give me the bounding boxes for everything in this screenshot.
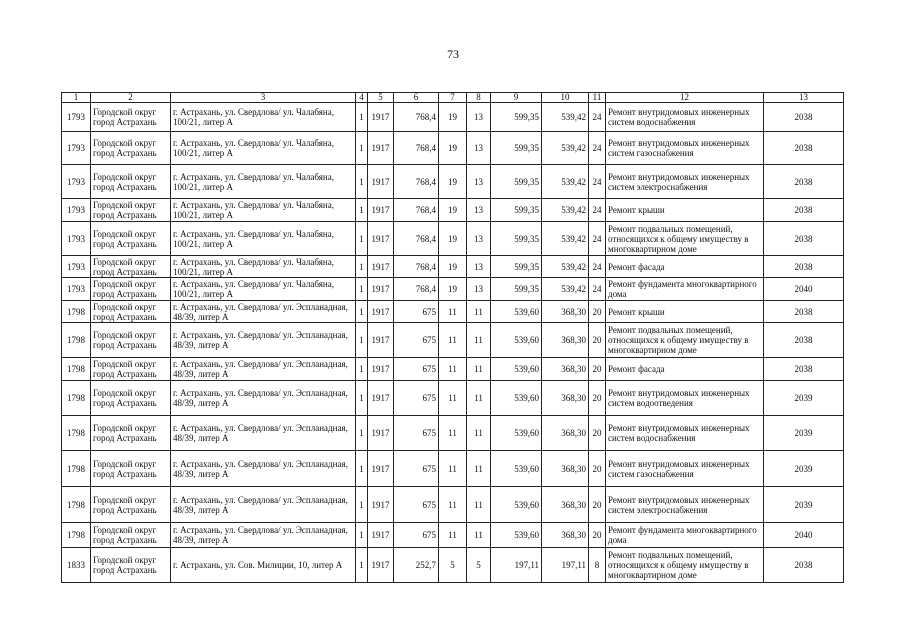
cell-address: г. Астрахань, ул. Свердлова/ ул. Эспланадная, 48/39, литер А bbox=[171, 487, 356, 523]
cell-work-type: Ремонт подвальных помещений, относящихся к общему имуществу в многоквартирном доме bbox=[606, 548, 764, 583]
cell-municipality: Городской округ город Астрахань bbox=[91, 451, 171, 487]
cell-col-7: 19 bbox=[439, 165, 467, 199]
cell-col-11: 24 bbox=[589, 222, 606, 256]
cell-year: 1917 bbox=[368, 256, 394, 278]
cell-municipality: Городской округ город Астрахань bbox=[91, 199, 171, 222]
cell-col-11: 24 bbox=[589, 165, 606, 199]
cell-municipality: Городской округ город Астрахань bbox=[91, 165, 171, 199]
cell-area: 768,4 bbox=[394, 278, 439, 301]
cell-record-number: 1793 bbox=[62, 165, 91, 199]
cell-col-9: 539,60 bbox=[491, 487, 542, 523]
cell-municipality: Городской округ город Астрахань bbox=[91, 416, 171, 451]
cell-col-11: 20 bbox=[589, 523, 606, 548]
cell-work-type: Ремонт фундамента многоквартирного дома bbox=[606, 523, 764, 548]
cell-col-9: 599,35 bbox=[491, 103, 542, 132]
table-row bbox=[62, 523, 844, 548]
cell-municipality: Городской округ город Астрахань bbox=[91, 132, 171, 165]
cell-work-type: Ремонт внутридомовых инженерных систем водоснабжения bbox=[606, 416, 764, 451]
cell-year: 1917 bbox=[368, 487, 394, 523]
cell-col-8: 11 bbox=[467, 381, 491, 416]
cell-area: 768,4 bbox=[394, 199, 439, 222]
cell-col-4: 1 bbox=[356, 103, 368, 132]
cell-year: 1917 bbox=[368, 278, 394, 301]
cell-col-4: 1 bbox=[356, 278, 368, 301]
cell-col-8: 13 bbox=[467, 132, 491, 165]
table-row bbox=[62, 256, 844, 278]
cell-work-type: Ремонт фасада bbox=[606, 358, 764, 381]
table-row bbox=[62, 103, 844, 132]
cell-address: г. Астрахань, ул. Свердлова/ ул. Чалабяна, 100/21, литер А bbox=[171, 222, 356, 256]
cell-col-11: 8 bbox=[589, 548, 606, 583]
cell-plan-year: 2039 bbox=[764, 416, 844, 451]
cell-address: г. Астрахань, ул. Свердлова/ ул. Эспланадная, 48/39, литер А bbox=[171, 381, 356, 416]
cell-col-8: 11 bbox=[467, 487, 491, 523]
column-number-row bbox=[62, 93, 844, 103]
cell-municipality: Городской округ город Астрахань bbox=[91, 301, 171, 323]
cell-plan-year: 2038 bbox=[764, 256, 844, 278]
cell-work-type: Ремонт внутридомовых инженерных систем электроснабжения bbox=[606, 487, 764, 523]
cell-address: г. Астрахань, ул. Свердлова/ ул. Чалабяна, 100/21, литер А bbox=[171, 165, 356, 199]
cell-col-11: 20 bbox=[589, 381, 606, 416]
cell-col-4: 1 bbox=[356, 323, 368, 358]
cell-col-9: 599,35 bbox=[491, 278, 542, 301]
page-number: 73 bbox=[447, 47, 459, 61]
cell-col-10: 368,30 bbox=[542, 358, 589, 381]
cell-col-9: 539,60 bbox=[491, 381, 542, 416]
cell-col-8: 13 bbox=[467, 103, 491, 132]
cell-col-8: 13 bbox=[467, 278, 491, 301]
cell-col-9: 599,35 bbox=[491, 199, 542, 222]
cell-year: 1917 bbox=[368, 358, 394, 381]
cell-address: г. Астрахань, ул. Свердлова/ ул. Чалабяна, 100/21, литер А bbox=[171, 278, 356, 301]
cell-work-type: Ремонт фасада bbox=[606, 256, 764, 278]
cell-year: 1917 bbox=[368, 103, 394, 132]
cell-col-4: 1 bbox=[356, 358, 368, 381]
cell-col-11: 24 bbox=[589, 278, 606, 301]
cell-year: 1917 bbox=[368, 222, 394, 256]
cell-col-8: 11 bbox=[467, 323, 491, 358]
cell-area: 675 bbox=[394, 381, 439, 416]
cell-col-7: 11 bbox=[439, 451, 467, 487]
cell-address: г. Астрахань, ул. Свердлова/ ул. Чалабяна, 100/21, литер А bbox=[171, 103, 356, 132]
cell-col-4: 1 bbox=[356, 199, 368, 222]
cell-col-7: 11 bbox=[439, 323, 467, 358]
column-header: 13 bbox=[764, 93, 844, 103]
cell-address: г. Астрахань, ул. Свердлова/ ул. Чалабяна, 100/21, литер А bbox=[171, 199, 356, 222]
table-row bbox=[62, 199, 844, 222]
cell-work-type: Ремонт внутридомовых инженерных систем газоснабжения bbox=[606, 132, 764, 165]
cell-plan-year: 2038 bbox=[764, 548, 844, 583]
cell-record-number: 1793 bbox=[62, 278, 91, 301]
cell-plan-year: 2040 bbox=[764, 278, 844, 301]
column-header: 12 bbox=[606, 93, 764, 103]
cell-col-4: 1 bbox=[356, 165, 368, 199]
cell-col-7: 11 bbox=[439, 381, 467, 416]
cell-municipality: Городской округ город Астрахань bbox=[91, 278, 171, 301]
cell-col-8: 11 bbox=[467, 358, 491, 381]
cell-year: 1917 bbox=[368, 132, 394, 165]
column-header: 8 bbox=[467, 93, 491, 103]
cell-col-4: 1 bbox=[356, 222, 368, 256]
table-row bbox=[62, 548, 844, 583]
column-header: 11 bbox=[589, 93, 606, 103]
cell-area: 675 bbox=[394, 416, 439, 451]
cell-municipality: Городской округ город Астрахань bbox=[91, 103, 171, 132]
cell-col-8: 11 bbox=[467, 523, 491, 548]
cell-col-4: 1 bbox=[356, 548, 368, 583]
cell-plan-year: 2040 bbox=[764, 523, 844, 548]
cell-record-number: 1798 bbox=[62, 523, 91, 548]
cell-col-11: 24 bbox=[589, 103, 606, 132]
cell-year: 1917 bbox=[368, 199, 394, 222]
cell-area: 768,4 bbox=[394, 132, 439, 165]
cell-area: 768,4 bbox=[394, 165, 439, 199]
cell-year: 1917 bbox=[368, 301, 394, 323]
cell-plan-year: 2038 bbox=[764, 132, 844, 165]
cell-year: 1917 bbox=[368, 548, 394, 583]
column-header: 5 bbox=[368, 93, 394, 103]
cell-col-10: 368,30 bbox=[542, 416, 589, 451]
cell-col-10: 368,30 bbox=[542, 301, 589, 323]
cell-plan-year: 2038 bbox=[764, 165, 844, 199]
cell-col-10: 368,30 bbox=[542, 451, 589, 487]
cell-col-4: 1 bbox=[356, 256, 368, 278]
cell-col-8: 13 bbox=[467, 222, 491, 256]
cell-col-9: 599,35 bbox=[491, 165, 542, 199]
cell-col-11: 20 bbox=[589, 451, 606, 487]
cell-col-8: 11 bbox=[467, 451, 491, 487]
cell-col-10: 539,42 bbox=[542, 165, 589, 199]
cell-year: 1917 bbox=[368, 165, 394, 199]
cell-address: г. Астрахань, ул. Свердлова/ ул. Эспланадная, 48/39, литер А bbox=[171, 358, 356, 381]
cell-address: г. Астрахань, ул. Свердлова/ ул. Чалабяна, 100/21, литер А bbox=[171, 256, 356, 278]
cell-address: г. Астрахань, ул. Свердлова/ ул. Эспланадная, 48/39, литер А bbox=[171, 301, 356, 323]
table-row bbox=[62, 132, 844, 165]
cell-col-7: 11 bbox=[439, 301, 467, 323]
cell-address: г. Астрахань, ул. Свердлова/ ул. Эспланадная, 48/39, литер А bbox=[171, 451, 356, 487]
cell-col-10: 539,42 bbox=[542, 199, 589, 222]
cell-col-10: 368,30 bbox=[542, 323, 589, 358]
table-row bbox=[62, 416, 844, 451]
cell-year: 1917 bbox=[368, 381, 394, 416]
cell-col-11: 24 bbox=[589, 132, 606, 165]
cell-plan-year: 2038 bbox=[764, 103, 844, 132]
cell-col-9: 599,35 bbox=[491, 222, 542, 256]
cell-col-9: 599,35 bbox=[491, 256, 542, 278]
cell-col-9: 539,60 bbox=[491, 358, 542, 381]
cell-col-9: 539,60 bbox=[491, 416, 542, 451]
cell-col-7: 19 bbox=[439, 103, 467, 132]
table-row bbox=[62, 278, 844, 301]
column-header: 7 bbox=[439, 93, 467, 103]
cell-record-number: 1793 bbox=[62, 256, 91, 278]
cell-plan-year: 2038 bbox=[764, 222, 844, 256]
cell-col-7: 11 bbox=[439, 416, 467, 451]
cell-col-11: 20 bbox=[589, 358, 606, 381]
cell-col-7: 19 bbox=[439, 222, 467, 256]
cell-col-7: 19 bbox=[439, 256, 467, 278]
cell-record-number: 1798 bbox=[62, 451, 91, 487]
cell-plan-year: 2039 bbox=[764, 381, 844, 416]
cell-area: 675 bbox=[394, 523, 439, 548]
cell-col-7: 5 bbox=[439, 548, 467, 583]
cell-year: 1917 bbox=[368, 451, 394, 487]
cell-record-number: 1798 bbox=[62, 323, 91, 358]
cell-col-8: 13 bbox=[467, 165, 491, 199]
cell-municipality: Городской округ город Астрахань bbox=[91, 256, 171, 278]
column-header: 1 bbox=[62, 93, 91, 103]
cell-col-10: 368,30 bbox=[542, 487, 589, 523]
cell-col-10: 539,42 bbox=[542, 222, 589, 256]
cell-work-type: Ремонт крыши bbox=[606, 199, 764, 222]
cell-col-7: 11 bbox=[439, 523, 467, 548]
cell-plan-year: 2039 bbox=[764, 487, 844, 523]
cell-col-10: 539,42 bbox=[542, 132, 589, 165]
cell-col-8: 13 bbox=[467, 199, 491, 222]
cell-record-number: 1793 bbox=[62, 222, 91, 256]
cell-work-type: Ремонт фундамента многоквартирного дома bbox=[606, 278, 764, 301]
cell-municipality: Городской округ город Астрахань bbox=[91, 381, 171, 416]
table-row bbox=[62, 487, 844, 523]
cell-record-number: 1798 bbox=[62, 487, 91, 523]
cell-col-7: 19 bbox=[439, 132, 467, 165]
cell-work-type: Ремонт внутридомовых инженерных систем электроснабжения bbox=[606, 165, 764, 199]
column-header: 2 bbox=[91, 93, 171, 103]
cell-col-10: 539,42 bbox=[542, 278, 589, 301]
cell-area: 768,4 bbox=[394, 256, 439, 278]
cell-work-type: Ремонт внутридомовых инженерных систем водоотведения bbox=[606, 381, 764, 416]
cell-col-8: 13 bbox=[467, 256, 491, 278]
cell-address: г. Астрахань, ул. Сов. Милиции, 10, литер А bbox=[171, 548, 356, 583]
cell-record-number: 1798 bbox=[62, 301, 91, 323]
cell-address: г. Астрахань, ул. Свердлова/ ул. Эспланадная, 48/39, литер А bbox=[171, 416, 356, 451]
table-row bbox=[62, 301, 844, 323]
column-header: 10 bbox=[542, 93, 589, 103]
cell-area: 768,4 bbox=[394, 103, 439, 132]
cell-area: 252,7 bbox=[394, 548, 439, 583]
cell-year: 1917 bbox=[368, 416, 394, 451]
cell-address: г. Астрахань, ул. Свердлова/ ул. Эспланадная, 48/39, литер А bbox=[171, 523, 356, 548]
cell-plan-year: 2038 bbox=[764, 358, 844, 381]
cell-plan-year: 2038 bbox=[764, 301, 844, 323]
cell-year: 1917 bbox=[368, 523, 394, 548]
table-row bbox=[62, 323, 844, 358]
cell-col-9: 197,11 bbox=[491, 548, 542, 583]
cell-col-11: 20 bbox=[589, 301, 606, 323]
table-row bbox=[62, 165, 844, 199]
cell-address: г. Астрахань, ул. Свердлова/ ул. Эспланадная, 48/39, литер А bbox=[171, 323, 356, 358]
cell-address: г. Астрахань, ул. Свердлова/ ул. Чалабяна, 100/21, литер А bbox=[171, 132, 356, 165]
cell-record-number: 1793 bbox=[62, 199, 91, 222]
cell-year: 1917 bbox=[368, 323, 394, 358]
cell-col-11: 20 bbox=[589, 416, 606, 451]
cell-col-10: 197,11 bbox=[542, 548, 589, 583]
cell-area: 768,4 bbox=[394, 222, 439, 256]
cell-col-10: 368,30 bbox=[542, 523, 589, 548]
column-header: 9 bbox=[491, 93, 542, 103]
table-row bbox=[62, 358, 844, 381]
cell-municipality: Городской округ город Астрахань bbox=[91, 358, 171, 381]
cell-col-9: 599,35 bbox=[491, 132, 542, 165]
column-header: 6 bbox=[394, 93, 439, 103]
capital-repair-table bbox=[61, 92, 844, 583]
cell-record-number: 1798 bbox=[62, 381, 91, 416]
table-row bbox=[62, 451, 844, 487]
cell-col-11: 20 bbox=[589, 487, 606, 523]
cell-plan-year: 2039 bbox=[764, 451, 844, 487]
cell-col-4: 1 bbox=[356, 487, 368, 523]
cell-area: 675 bbox=[394, 358, 439, 381]
cell-work-type: Ремонт внутридомовых инженерных систем водоснабжения bbox=[606, 103, 764, 132]
cell-record-number: 1793 bbox=[62, 132, 91, 165]
cell-col-10: 539,42 bbox=[542, 256, 589, 278]
cell-work-type: Ремонт подвальных помещений, относящихся к общему имуществу в многоквартирном доме bbox=[606, 222, 764, 256]
cell-record-number: 1798 bbox=[62, 416, 91, 451]
cell-area: 675 bbox=[394, 301, 439, 323]
column-header: 3 bbox=[171, 93, 356, 103]
cell-col-9: 539,60 bbox=[491, 451, 542, 487]
cell-col-11: 24 bbox=[589, 256, 606, 278]
cell-record-number: 1798 bbox=[62, 358, 91, 381]
cell-plan-year: 2038 bbox=[764, 199, 844, 222]
cell-area: 675 bbox=[394, 487, 439, 523]
cell-col-4: 1 bbox=[356, 416, 368, 451]
cell-work-type: Ремонт внутридомовых инженерных систем газоснабжения bbox=[606, 451, 764, 487]
cell-col-4: 1 bbox=[356, 132, 368, 165]
cell-col-10: 539,42 bbox=[542, 103, 589, 132]
cell-col-4: 1 bbox=[356, 523, 368, 548]
cell-work-type: Ремонт подвальных помещений, относящихся к общему имуществу в многоквартирном доме bbox=[606, 323, 764, 358]
cell-col-9: 539,60 bbox=[491, 323, 542, 358]
cell-col-9: 539,60 bbox=[491, 301, 542, 323]
table-row bbox=[62, 381, 844, 416]
cell-col-9: 539,60 bbox=[491, 523, 542, 548]
cell-municipality: Городской округ город Астрахань bbox=[91, 222, 171, 256]
cell-col-7: 19 bbox=[439, 278, 467, 301]
cell-work-type: Ремонт крыши bbox=[606, 301, 764, 323]
cell-record-number: 1793 bbox=[62, 103, 91, 132]
cell-municipality: Городской округ город Астрахань bbox=[91, 548, 171, 583]
cell-col-4: 1 bbox=[356, 451, 368, 487]
cell-municipality: Городской округ город Астрахань bbox=[91, 523, 171, 548]
cell-col-11: 20 bbox=[589, 323, 606, 358]
cell-col-4: 1 bbox=[356, 301, 368, 323]
cell-col-8: 11 bbox=[467, 416, 491, 451]
cell-col-7: 11 bbox=[439, 358, 467, 381]
cell-col-10: 368,30 bbox=[542, 381, 589, 416]
cell-col-4: 1 bbox=[356, 381, 368, 416]
cell-area: 675 bbox=[394, 323, 439, 358]
table-row bbox=[62, 222, 844, 256]
cell-col-7: 11 bbox=[439, 487, 467, 523]
cell-area: 675 bbox=[394, 451, 439, 487]
column-header: 4 bbox=[356, 93, 368, 103]
cell-col-8: 5 bbox=[467, 548, 491, 583]
cell-col-11: 24 bbox=[589, 199, 606, 222]
cell-plan-year: 2038 bbox=[764, 323, 844, 358]
cell-municipality: Городской округ город Астрахань bbox=[91, 323, 171, 358]
cell-col-8: 11 bbox=[467, 301, 491, 323]
cell-municipality: Городской округ город Астрахань bbox=[91, 487, 171, 523]
cell-record-number: 1833 bbox=[62, 548, 91, 583]
cell-col-7: 19 bbox=[439, 199, 467, 222]
